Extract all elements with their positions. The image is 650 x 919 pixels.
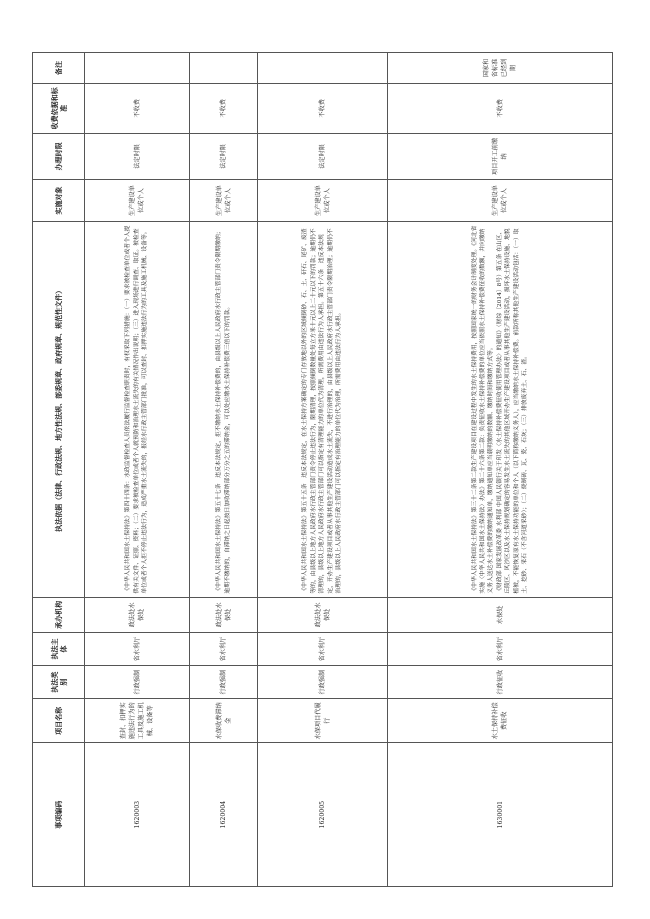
header-agency: 承办机构 (33, 597, 85, 632)
header-name: 项目名称 (33, 699, 85, 743)
basis-paragraph: 《中华人民共和国水土保持法》第五十七条 违反本法规定，拒不缴纳水土保持补偿费的，由县级以上人民政府水行政主管部门责令限期缴纳；逾期不缴纳的，自滞纳之日起按日加收滞纳部分万分之五的滞纳金，可以处应缴水土保持补偿费三倍以下的罚款。 (216, 228, 231, 594)
rotated-page (32, 52, 612, 887)
header-code: 事项编码 (33, 743, 85, 887)
basis-paragraph: 《中华人民共和国水土保持法》第五十五条 违反本法规定，在水土保持方案确定的专门存放地以外的区域倾倒砂、石、土、矸石、尾矿、废渣等的，由县级以上地方人民政府水行政主管部门责令停止违法行为，限期清理，按照倾倒数量处每立方米十元以上二十元以下的罚款；逾期仍不清理的，县级以上地方人民政府水行政主管部门可以指定有清理能力的单位代为清理，所需费用由违法行为人承担。第五十六条 违反本法规定，开办生产建设项目或者从事其他生产建设活动造成水土流失，不进行治理的，由县级以上人民政府水行政主管部门责令限期治理；逾期仍不治理的，县级以上人民政府水行政主管部门可以指定有治理能力的单位代为治理，所需费用由违法行为人承担。 (302, 228, 343, 594)
cell-category: 行政征收 (388, 666, 613, 699)
cell-fee: 不收费 (258, 84, 388, 134)
cell-basis (190, 222, 258, 598)
cell-target: 生产建设单位或个人 (388, 180, 613, 222)
basis-paragraph: 《中华人民共和国水土保持法》第三十二条第二款生产建设项目在建设过程中发生的水土保持费用，按照国家统一的财务会计制度处理。《河北省实施〈中华人民共和国水土保持法〉办法》第二十六条第二款：负责征收水土保持补偿费的单位应当依照水土保持补偿费征收的数额，并向缴纳义务人送达水土补偿费的缴纳通知单，缴纳通知单应当载明缴纳的数额、缴纳时间和缴纳方式等。 (471, 225, 495, 594)
table-row (388, 53, 613, 887)
cell-agency: 政法处水保处 (190, 597, 258, 632)
cell-target: 生产建设单位或个人 (258, 180, 388, 222)
cell-time-limit: 法定时限 (190, 133, 258, 179)
cell-note (258, 53, 388, 84)
cell-agency: 政法处水保处 (258, 597, 388, 632)
cell-name: 水保项目代履行 (258, 699, 388, 743)
cell-note (85, 53, 190, 84)
header-category: 执法类别 (33, 666, 85, 699)
cell-name: 查封、扣押实施违法行为的工具及施工机械、设备等 (85, 699, 190, 743)
cell-code: 1620004 (190, 743, 258, 887)
cell-subject: 省水利厅 (258, 632, 388, 665)
cell-fee: 不收费 (190, 84, 258, 134)
cell-name: 水土保持补偿费征收 (388, 699, 613, 743)
cell-category: 行政强制 (190, 666, 258, 699)
cell-note: 国家和省标准已经到期 (388, 53, 613, 84)
cell-fee: 不收费 (85, 84, 190, 134)
cell-note (190, 53, 258, 84)
basis-paragraph: 《财政部 国家发展改革委 水利部 中国人民银行关于印发〈水土保持补偿费征收使用管理办法〉的通知》（财综〔2014〕8号）第五条 在山区、丘陵区、风沙区以及水土保持规划确定的容易发生水土流失的其他区域开办生产建设项目或者从事其他生产建设活动，损坏水土保持设施、地貌植被，不能恢复原有水土保持功能的单位和个人（以下简称缴纳义务人），应当缴纳水土保持补偿费。前款所称其他生产建设活动包括：（一）取土、挖砂、采石（不含河道采砂）；（二）烧制砖、瓦、瓷、石灰；（三）排放废弃土、石、渣。 (496, 228, 529, 594)
cell-subject: 省水利厅 (190, 632, 258, 665)
table-row (85, 53, 190, 887)
cell-basis (85, 222, 190, 598)
cell-subject: 省水利厅 (388, 632, 613, 665)
header-fee: 收费依据和标准 (33, 84, 85, 134)
law-enforcement-table (32, 52, 613, 887)
cell-code: 1630001 (388, 743, 613, 887)
cell-fee: 不收费 (388, 84, 613, 134)
cell-basis (258, 222, 388, 598)
cell-agency: 政法处水保处 (85, 597, 190, 632)
table-row (258, 53, 388, 887)
header-target: 实施对象 (33, 180, 85, 222)
cell-time-limit: 法定时限 (85, 133, 190, 179)
cell-time-limit: 法定时限 (258, 133, 388, 179)
cell-time-limit: 项目开工前缴纳 (388, 133, 613, 179)
header-row (33, 53, 85, 887)
cell-basis (388, 222, 613, 598)
cell-target: 生产建设单位或个人 (190, 180, 258, 222)
cell-code: 1620005 (258, 743, 388, 887)
cell-category: 行政强制 (258, 666, 388, 699)
cell-category: 行政强制 (85, 666, 190, 699)
cell-agency: 水保处 (388, 597, 613, 632)
cell-code: 1620003 (85, 743, 190, 887)
table-row (190, 53, 258, 887)
header-time-limit: 办理时限 (33, 133, 85, 179)
header-basis: 执法依据（法律、行政法规、地方性法规、部委规章、政府规章、规范性文件） (33, 222, 85, 598)
cell-subject: 省水利厅 (85, 632, 190, 665)
cell-target: 生产建设单位或个人 (85, 180, 190, 222)
header-subject: 执法主体 (33, 632, 85, 665)
basis-paragraph: 《中华人民共和国水土保持法》第四十四条：水政监督检查人员依法履行监督检查职责时，有权采取下列措施：（一）要求被检查单位或者个人提供有关文件、证照、资料；（二）要求被检查单位或者个人就预防和治理水土流失的有关情况作出说明；（三）进入现场进行调查、取证。被检查单位或者个人拒不停止违法行为，造成严重水土流失的，报经水行政主管部门批准，可以查封、扣押实施违法行为的工具及施工机械、设备等。 (125, 225, 149, 594)
cell-name: 水保收费滞纳金 (190, 699, 258, 743)
header-note: 备注 (33, 53, 85, 84)
